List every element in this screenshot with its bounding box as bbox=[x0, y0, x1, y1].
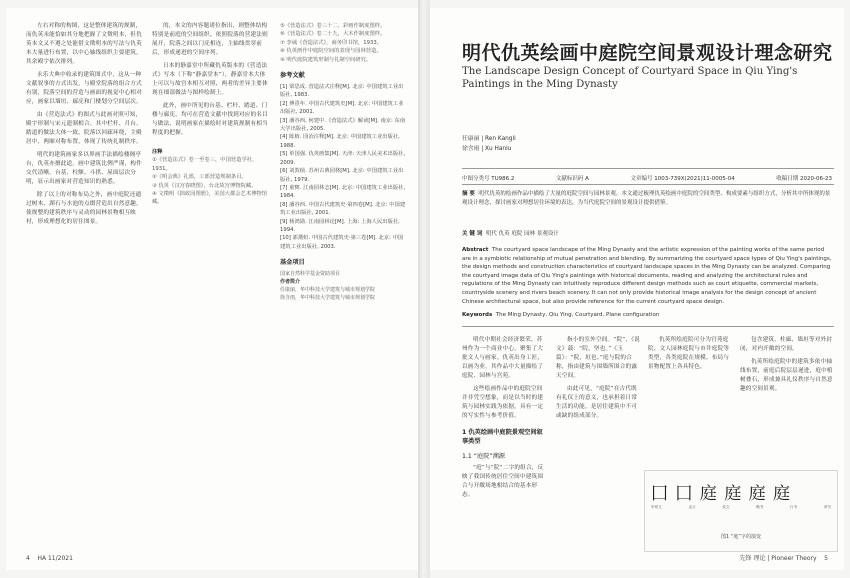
paragraph: 的，本文的内容题诸位指出，则整体结构特别是前庭的空间组织，依照院落的营建法则展开，院落之间以门庑相连，主轴线贯穿前后，形成递进的空间序列。 bbox=[152, 23, 268, 56]
keywords-cn bbox=[462, 230, 834, 239]
page-number: 5 bbox=[824, 555, 828, 562]
author-line: 任康丽 | Ren Kangli bbox=[462, 136, 516, 142]
abstract-en-text: The courtyard space landscape of the Ming Dynasty and the artistic expression of the painting works of the same period are in a symbiotic relationship of mutual penetration and blending. By summarizing the courtyard space types of Qiu Ying's paintings, the design methods and construction characteristics of courtyard landscape spaces in the Ming Dynasty can be analyzed. Comparing the courtyard image data of Qiu Ying's paintings with historical documents, reading and analyzing the architectural rules and regulations of the Ming Dynasty can intuitively reproduce different design methods such as court etiquette, commercial markets, countryside scenery and rivers beach scenery. It can not only provide historical image analysis for the design concept of ancient Chinese architectural space, but also provide reference for the current courtyard space design. bbox=[462, 247, 832, 305]
reference-item: [4] 陈植. 园冶注释[M]. 北京: 中国建筑工业出版社, 1988. bbox=[280, 134, 400, 149]
note-item: ④ 文徵明《拙政园图册》，美国大都会艺术博物馆藏。 bbox=[152, 191, 268, 206]
paragraph: 仇英所绘庭院可分为宫苑庭院、文人园林庭院与市井庭院等类型，各类庭院在规模、布局与景物配置上各具特色。 bbox=[648, 337, 730, 370]
divider bbox=[462, 168, 834, 169]
article-title-cn: 明代仇英绘画中庭院空间景观设计理念研究 bbox=[462, 42, 833, 64]
note-item: ⑧ 仇英画作中庭院空间的表现与园林营造。 bbox=[280, 48, 382, 55]
reference-item: [2] 傅熹年. 中国古代建筑史[M]. 北京: 中国建筑工业出版社, 2001. bbox=[280, 100, 404, 116]
reference-item: [3] 潘谷西, 何建中.《营造法式》解读[M]. 南京: 东南大学出版社, 2005. bbox=[280, 117, 406, 133]
paragraph: 由《营造法式》的图式与此画对照可知，殿宇形制与宋元遗制相合。其中栏杆、月台、踏道的做法大体一致，院落以回廊环绕，主殿居中，两厢对称布置，体现了传统礼制秩序。 bbox=[26, 112, 142, 145]
keywords-cn-label: 关 键 词 bbox=[462, 231, 483, 237]
reference-item: [10] 郭黛姮. 中国古代建筑史·第三卷[M]. 北京: 中国建筑工业出版社, 2003. bbox=[280, 235, 404, 250]
paragraph: 除了以上的对称布局之外，画中庭院还通过树木、湖石与水池的点缀营造出自然意趣，使规整的建筑秩序与灵动的园林景物相互映衬，形成理想化的居住图景。 bbox=[26, 192, 142, 225]
paragraph: 由此可见，“庭院”在古代既有礼仪上的意义，也承担着日常生活的功能，是居住建筑中不可或缺的组成部分。 bbox=[556, 386, 638, 419]
figure-glyphs: 囗 囗 庭 庭 庭 庭 bbox=[651, 484, 792, 504]
page-number: 4 bbox=[26, 555, 30, 562]
article-meta bbox=[462, 174, 832, 182]
paragraph: “庭”与“院”二字的组合，反映了我国传统居住空间中建筑围合与开敞场地相结合的基本形态。 bbox=[462, 465, 544, 498]
note-item: ③ 仇英《汉宫春晓图》，台北故宫博物院藏。 bbox=[152, 182, 257, 189]
left-page bbox=[6, 8, 418, 570]
note-item: ⑤《营造法式》卷三十二，彩画作制度图样。 bbox=[280, 23, 386, 29]
reference-item: [1] 梁思成. 营造法式注释[M]. 北京: 中国建筑工业出版社, 1983. bbox=[280, 84, 404, 99]
reference-item: [8] 潘谷西. 中国古代建筑史·第四卷[M]. 北京: 中国建筑工业出版社, 2001. bbox=[280, 201, 406, 217]
abstract-cn-label: 摘 要 bbox=[462, 191, 475, 197]
subsection-heading: 1.1 “庭院”溯源 bbox=[462, 453, 505, 460]
author-bio-line: 徐含雨，华中科技大学建筑与城市规划学院 bbox=[280, 295, 376, 302]
meta-received-date: 收稿日期 2020-06-23 bbox=[776, 176, 832, 182]
figure-character-evolution bbox=[644, 470, 838, 552]
paragraph: 左右对称的构图，这是整体建筑的规制，而仇英未能恰如其分地把握了文徵明本，但仇英本文又不遵之处能借文徵明本的写法与仇英本大量进行布置，以中心轴线组织主要建筑，其余殿宇依次排列。 bbox=[26, 23, 142, 65]
glyph-label: 草书 bbox=[823, 505, 831, 509]
figure-glyph-labels bbox=[651, 505, 831, 510]
section-label: 先锋 理论 | Pioneer Theory bbox=[739, 555, 817, 562]
glyph-label: 说文 bbox=[722, 505, 730, 509]
paragraph: 仇英所绘庭院中的建筑多依中轴线布置，前庭后院层层递进，庭中植树叠石，形成兼具礼仪秩序与自然意趣的空间景观。 bbox=[740, 359, 833, 392]
glyph-label: 行书 bbox=[789, 505, 798, 509]
keywords-en-text: The Ming Dynasty, Qiu Ying, Courtyard, Plane configuration bbox=[495, 312, 660, 318]
meta-classification: 中图分类号 TU986.2 bbox=[462, 176, 515, 182]
references-heading: 参考文献 bbox=[280, 72, 305, 80]
note-item: ⑦ 李诫《营造法式》，商务印书馆，1933。 bbox=[280, 39, 383, 46]
note-item: ⑥《营造法式》卷二十九，大木作制度图样。 bbox=[280, 31, 386, 38]
right-text-column-2 bbox=[556, 336, 640, 425]
author-bio-line: 任康丽，华中科技大学建筑与城市规划学院 bbox=[280, 287, 376, 294]
paragraph: 日本的静嘉堂中所藏仇英版本的《营造法式》写本（下称“静嘉堂本”），静嘉堂本大体上可以与故宫本相互对照，两者的差异主要体现在细部做法与图样绘制上。 bbox=[152, 63, 268, 96]
note-item: ⑨ 明代庭院建筑形制与礼制空间研究。 bbox=[280, 56, 372, 63]
reference-item: [9] 杨鸿勋. 江南园林论[M]. 上海: 上海人民出版社, 1994. bbox=[280, 218, 400, 233]
paragraph: 指小的室外空间。“院”，《说文》载：“院，坚也。”《玉篇》：“院，垣也。”庭与院的合称，指由建筑与围墙所围合的露天空间。 bbox=[556, 337, 640, 379]
divider bbox=[462, 326, 834, 327]
left-folio bbox=[26, 555, 73, 562]
right-text-column-1 bbox=[462, 336, 548, 504]
author-bio-heading: 作者简介 bbox=[280, 279, 301, 286]
abstract-cn-text: 明代仇英的绘画作品中描绘了大量的庭院空间与园林景观。本文通过梳理仇英绘画中庭院的空间类型、构成要素与组织方式，分析其中所体现的景观设计理念，探讨画家对理想居住环境的表达，为当代庭院空间的景观设计提供借鉴。 bbox=[462, 191, 831, 206]
keywords-cn-text: 明代 仇英 庭院 园林 景观设计 bbox=[485, 231, 559, 237]
author-list bbox=[462, 134, 516, 154]
right-page bbox=[430, 8, 844, 570]
left-text-column-2 bbox=[152, 22, 270, 207]
abstract-en bbox=[462, 246, 834, 306]
notes-block bbox=[152, 148, 270, 207]
article-title-en: The Landscape Design Concept of Courtyard Space in Qiu Ying's Paintings in the Ming Dynasty bbox=[462, 66, 798, 90]
note-item: ②《明会典》礼部，工部营造规制条目。 bbox=[152, 174, 247, 181]
abstract-en-label: Abstract bbox=[462, 247, 489, 253]
divider bbox=[462, 184, 834, 185]
book-gutter bbox=[418, 0, 430, 578]
glyph-label: 楷书 bbox=[756, 505, 764, 509]
keywords-en-label: Keywords bbox=[462, 312, 493, 318]
reference-item: [5] 单国强. 仇英画集[M]. 天津: 天津人民美术出版社, 2009. bbox=[280, 151, 406, 166]
note-item: ①《营造法式》卷一至卷三，中国营造学社，1931。 bbox=[152, 157, 258, 172]
paragraph: 明代的建筑画家多以界画手法描绘楼阁亭台，仇英亦擅此道。画中建筑比例严谨，构件交代清晰，台基、柱额、斗拱、屋面层次分明，显示出画家对营造知识的熟悉。 bbox=[26, 152, 142, 185]
author-line: 徐含雨 | Xu Hanlu bbox=[462, 146, 512, 152]
right-folio bbox=[740, 553, 828, 562]
right-text-column-3 bbox=[648, 336, 732, 376]
reference-item: [7] 童寯. 江南园林志[M]. 北京: 中国建筑工业出版社, 1984. bbox=[280, 184, 406, 200]
meta-document-code: 文献标识码 A bbox=[555, 176, 589, 182]
keywords-en bbox=[462, 311, 834, 320]
glyph-label: 金文 bbox=[688, 505, 696, 509]
reference-item: [6] 刘敦桢. 苏州古典园林[M]. 北京: 中国建筑工业出版社, 1979. bbox=[280, 168, 404, 183]
abstract-cn bbox=[462, 190, 834, 208]
paragraph: 永乐大典中收录的建筑图式中，这从一种文献叙事的方式出发，与殿堂院落的组合方式有别，院落空间的营造与画面的视觉中心相对应，画家以墙垣、廊庑和门楼划分空间层次。 bbox=[26, 72, 142, 105]
journal-issue: HA 11/2021 bbox=[37, 555, 73, 562]
notes-heading: 注释 bbox=[152, 149, 163, 155]
paragraph: 明代中期社会经济繁荣，苏州作为一个商业中心，聚集了大批文人与画家。仇英出身工匠，以画为业，其作品中大量描绘了庭院、园林与宫苑。 bbox=[462, 337, 544, 379]
paragraph: 这些绘画作品中的庭院空间并非凭空想象，而是以当时的建筑与园林实践为依据，具有一定的写实性与参考价值。 bbox=[462, 386, 544, 419]
paragraph: 此外，画中所见的台基、栏杆、踏道、门楼与廊庑，均可在营造文献中找到对应的名目与做法，说明画家在描绘时对建筑规制有相当程度的把握。 bbox=[152, 103, 268, 136]
section-heading: 1 仇英绘画中庭院景观空间叙事类型 bbox=[462, 429, 543, 445]
glyph-label: 甲骨文 bbox=[651, 505, 662, 509]
funding-line: 国家自然科学基金资助项目 bbox=[280, 271, 341, 278]
left-text-column-3 bbox=[280, 22, 406, 302]
meta-article-number: 文章编号 1003-739X(2021)11-0005-04 bbox=[630, 176, 735, 182]
figure-caption: 图1 “庭”字的演变 bbox=[721, 534, 761, 540]
right-text-column-4 bbox=[740, 336, 836, 398]
left-text-column-1 bbox=[26, 22, 144, 231]
funding-heading: 基金项目 bbox=[280, 259, 305, 267]
paragraph: 包含建筑、柱廊、墙垣等对外封闭，对内开敞的空间。 bbox=[740, 337, 833, 352]
